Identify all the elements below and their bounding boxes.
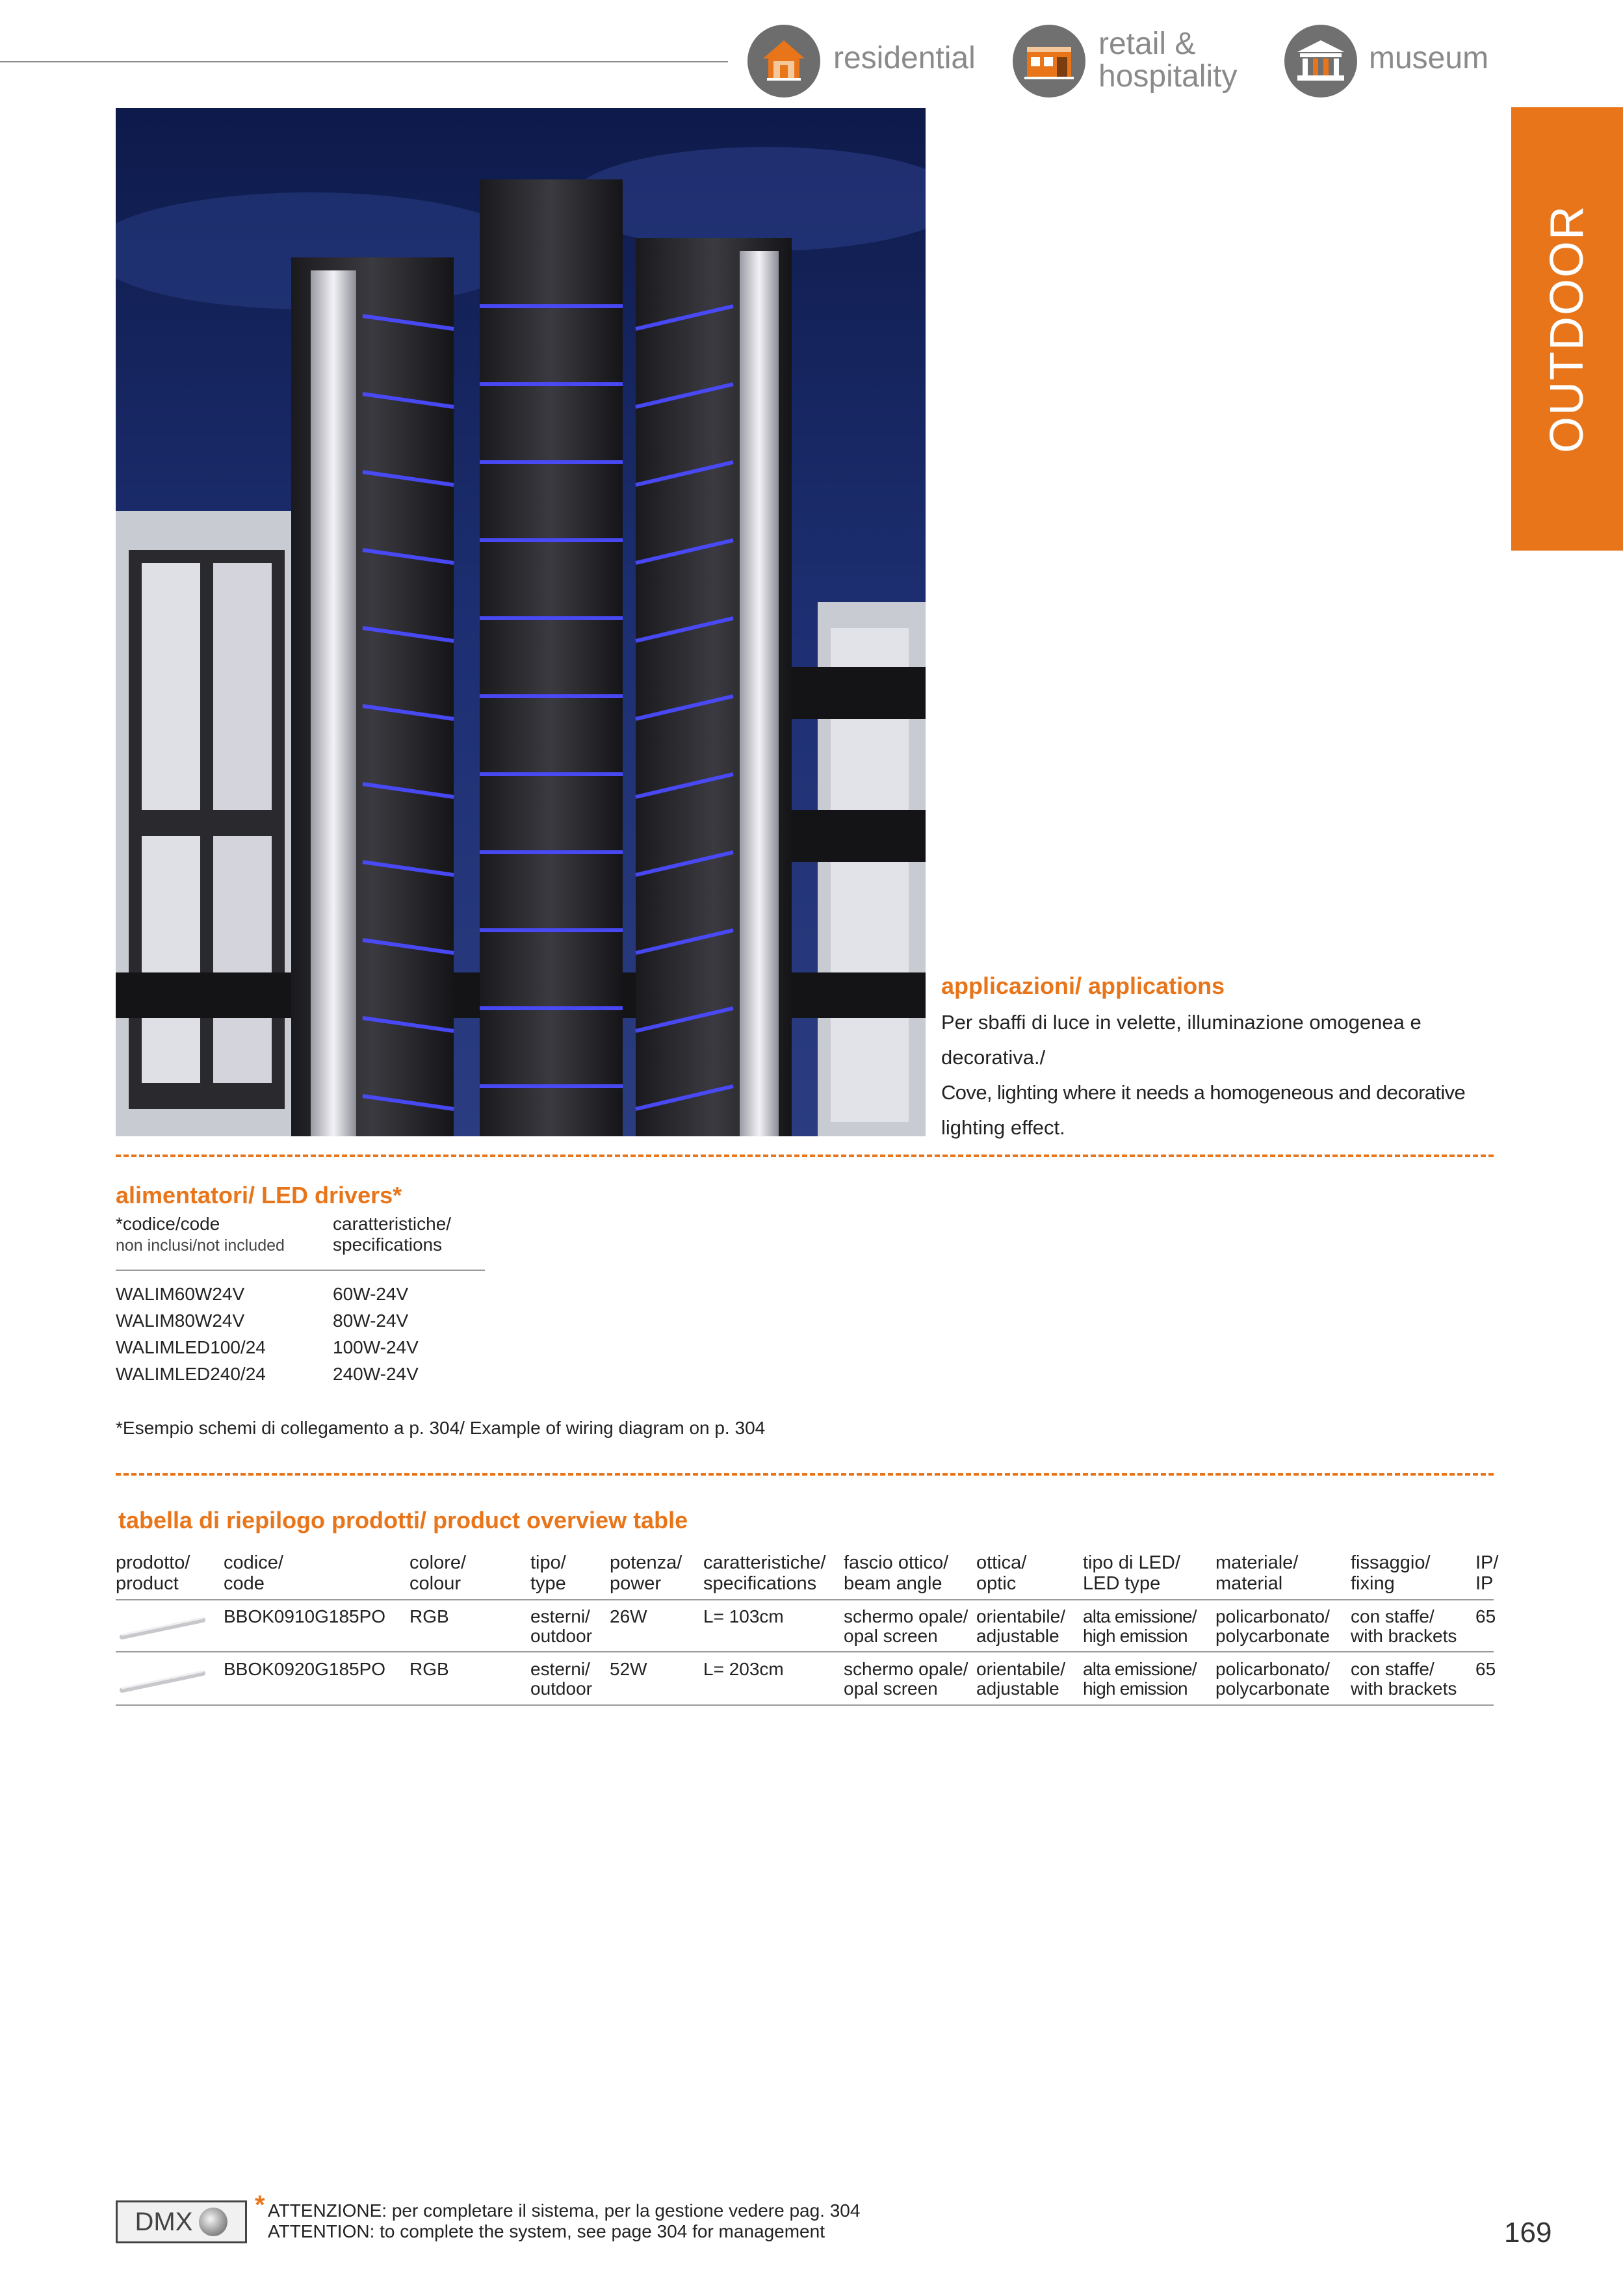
drivers-heading: alimentatori/ LED drivers* [116,1182,402,1208]
category-residential[interactable]: residential [833,41,976,75]
driver-spec: 60W-24V [333,1284,409,1304]
footer-asterisk: * [255,2191,265,2219]
cell-type: esterni/ outdoor [530,1659,592,1699]
drivers-col2-header-2: specifications [333,1234,443,1255]
applications-line4: lighting effect. [941,1116,1065,1139]
header-specifications: caratteristiche/ specifications [703,1552,826,1594]
driver-code: WALIM60W24V [116,1284,245,1304]
cell-optic: orientabile/ adjustable [976,1606,1065,1646]
side-tab-label: OUTDOOR [1541,205,1593,453]
cell-code: BBOK0910G185PO [224,1606,386,1626]
cell-colour: RGB [409,1606,449,1626]
header-code: codice/ code [224,1552,283,1594]
footer-note-it: ATTENZIONE: per completare il sistema, per la gestione vedere pag. 304 [268,2200,861,2221]
header-optic: ottica/ optic [976,1552,1027,1594]
side-tab-outdoor[interactable] [1511,107,1623,551]
cell-spec: L= 103cm [703,1606,784,1626]
header-beam-angle: fascio ottico/ beam angle [844,1552,949,1594]
section-divider [116,1155,1494,1157]
applications-line2: decorativa./ [941,1046,1046,1069]
cell-spec: L= 203cm [703,1659,784,1679]
drivers-col1-header: *codice/code [116,1214,220,1234]
cell-beam: schermo opale/ opal screen [844,1606,968,1646]
cell-fixing: con staffe/ with brackets [1351,1659,1457,1699]
cell-beam: schermo opale/ opal screen [844,1659,968,1699]
cell-type: esterni/ outdoor [530,1606,592,1646]
section-divider [116,1473,1494,1476]
header-ip: IP/ IP [1475,1552,1499,1594]
product-thumbnail [117,1668,208,1697]
driver-code: WALIMLED100/24 [116,1337,266,1357]
header-material: materiale/ material [1215,1552,1299,1594]
header-colour: colore/ colour [409,1552,467,1594]
driver-spec: 80W-24V [333,1311,409,1331]
cell-led: alta emissione/ high emission [1083,1659,1197,1699]
drivers-footnote: *Esempio schemi di collegamento a p. 304/ Example of wiring diagram on p. 304 [116,1418,766,1438]
overview-heading: tabella di riepilogo prodotti/ product overview table [118,1507,688,1533]
cell-fixing: con staffe/ with brackets [1351,1606,1457,1646]
header-type: tipo/ type [530,1552,566,1594]
header-power: potenza/ power [610,1552,682,1594]
product-thumbnail [117,1615,208,1644]
drivers-header-rule [116,1270,485,1271]
house-icon[interactable] [747,25,820,98]
cell-ip: 65 [1475,1659,1496,1679]
cell-material: policarbonato/ polycarbonate [1215,1606,1330,1646]
dmx-badge-label: DMX [135,2207,193,2236]
category-museum[interactable]: museum [1369,41,1489,75]
applications-heading: applicazioni/ applications [941,972,1225,999]
driver-code: WALIMLED240/24 [116,1364,266,1384]
museum-icon[interactable] [1284,25,1357,98]
category-retail-line2[interactable]: hospitality [1098,59,1238,94]
cell-led: alta emissione/ high emission [1083,1606,1197,1646]
cell-power: 52W [610,1659,647,1679]
header-rule [0,61,728,62]
cell-power: 26W [610,1606,647,1626]
cell-colour: RGB [409,1659,449,1679]
applications-line3: Cove, lighting where it needs a homogeneous and decorative [941,1081,1466,1104]
dmx-badge [116,2200,247,2243]
driver-code: WALIM80W24V [116,1311,245,1331]
drivers-col1-subheader: non inclusi/not included [116,1236,285,1255]
cell-material: policarbonato/ polycarbonate [1215,1659,1330,1699]
cell-optic: orientabile/ adjustable [976,1659,1065,1699]
driver-spec: 100W-24V [333,1337,419,1357]
cell-code: BBOK0920G185PO [224,1659,386,1679]
dmx-bulb-icon [199,2208,227,2236]
product-photo [116,108,926,1136]
applications-line1: Per sbaffi di luce in velette, illuminazione omogenea e [941,1011,1422,1034]
drivers-col2-header: caratteristiche/ [333,1214,452,1234]
header-led-type: tipo di LED/ LED type [1083,1552,1180,1594]
page-number: 169 [1504,2217,1552,2249]
shop-icon[interactable] [1013,25,1085,98]
driver-spec: 240W-24V [333,1364,419,1384]
footer-note-en: ATTENTION: to complete the system, see page 304 for management [268,2221,825,2241]
cell-ip: 65 [1475,1606,1496,1626]
table-row-rule [116,1704,1494,1706]
category-retail-line1[interactable]: retail & [1098,27,1196,61]
header-fixing: fissaggio/ fixing [1351,1552,1431,1594]
header-product: prodotto/ product [116,1552,190,1594]
table-row-rule [116,1651,1494,1652]
table-header-rule [116,1599,1494,1600]
